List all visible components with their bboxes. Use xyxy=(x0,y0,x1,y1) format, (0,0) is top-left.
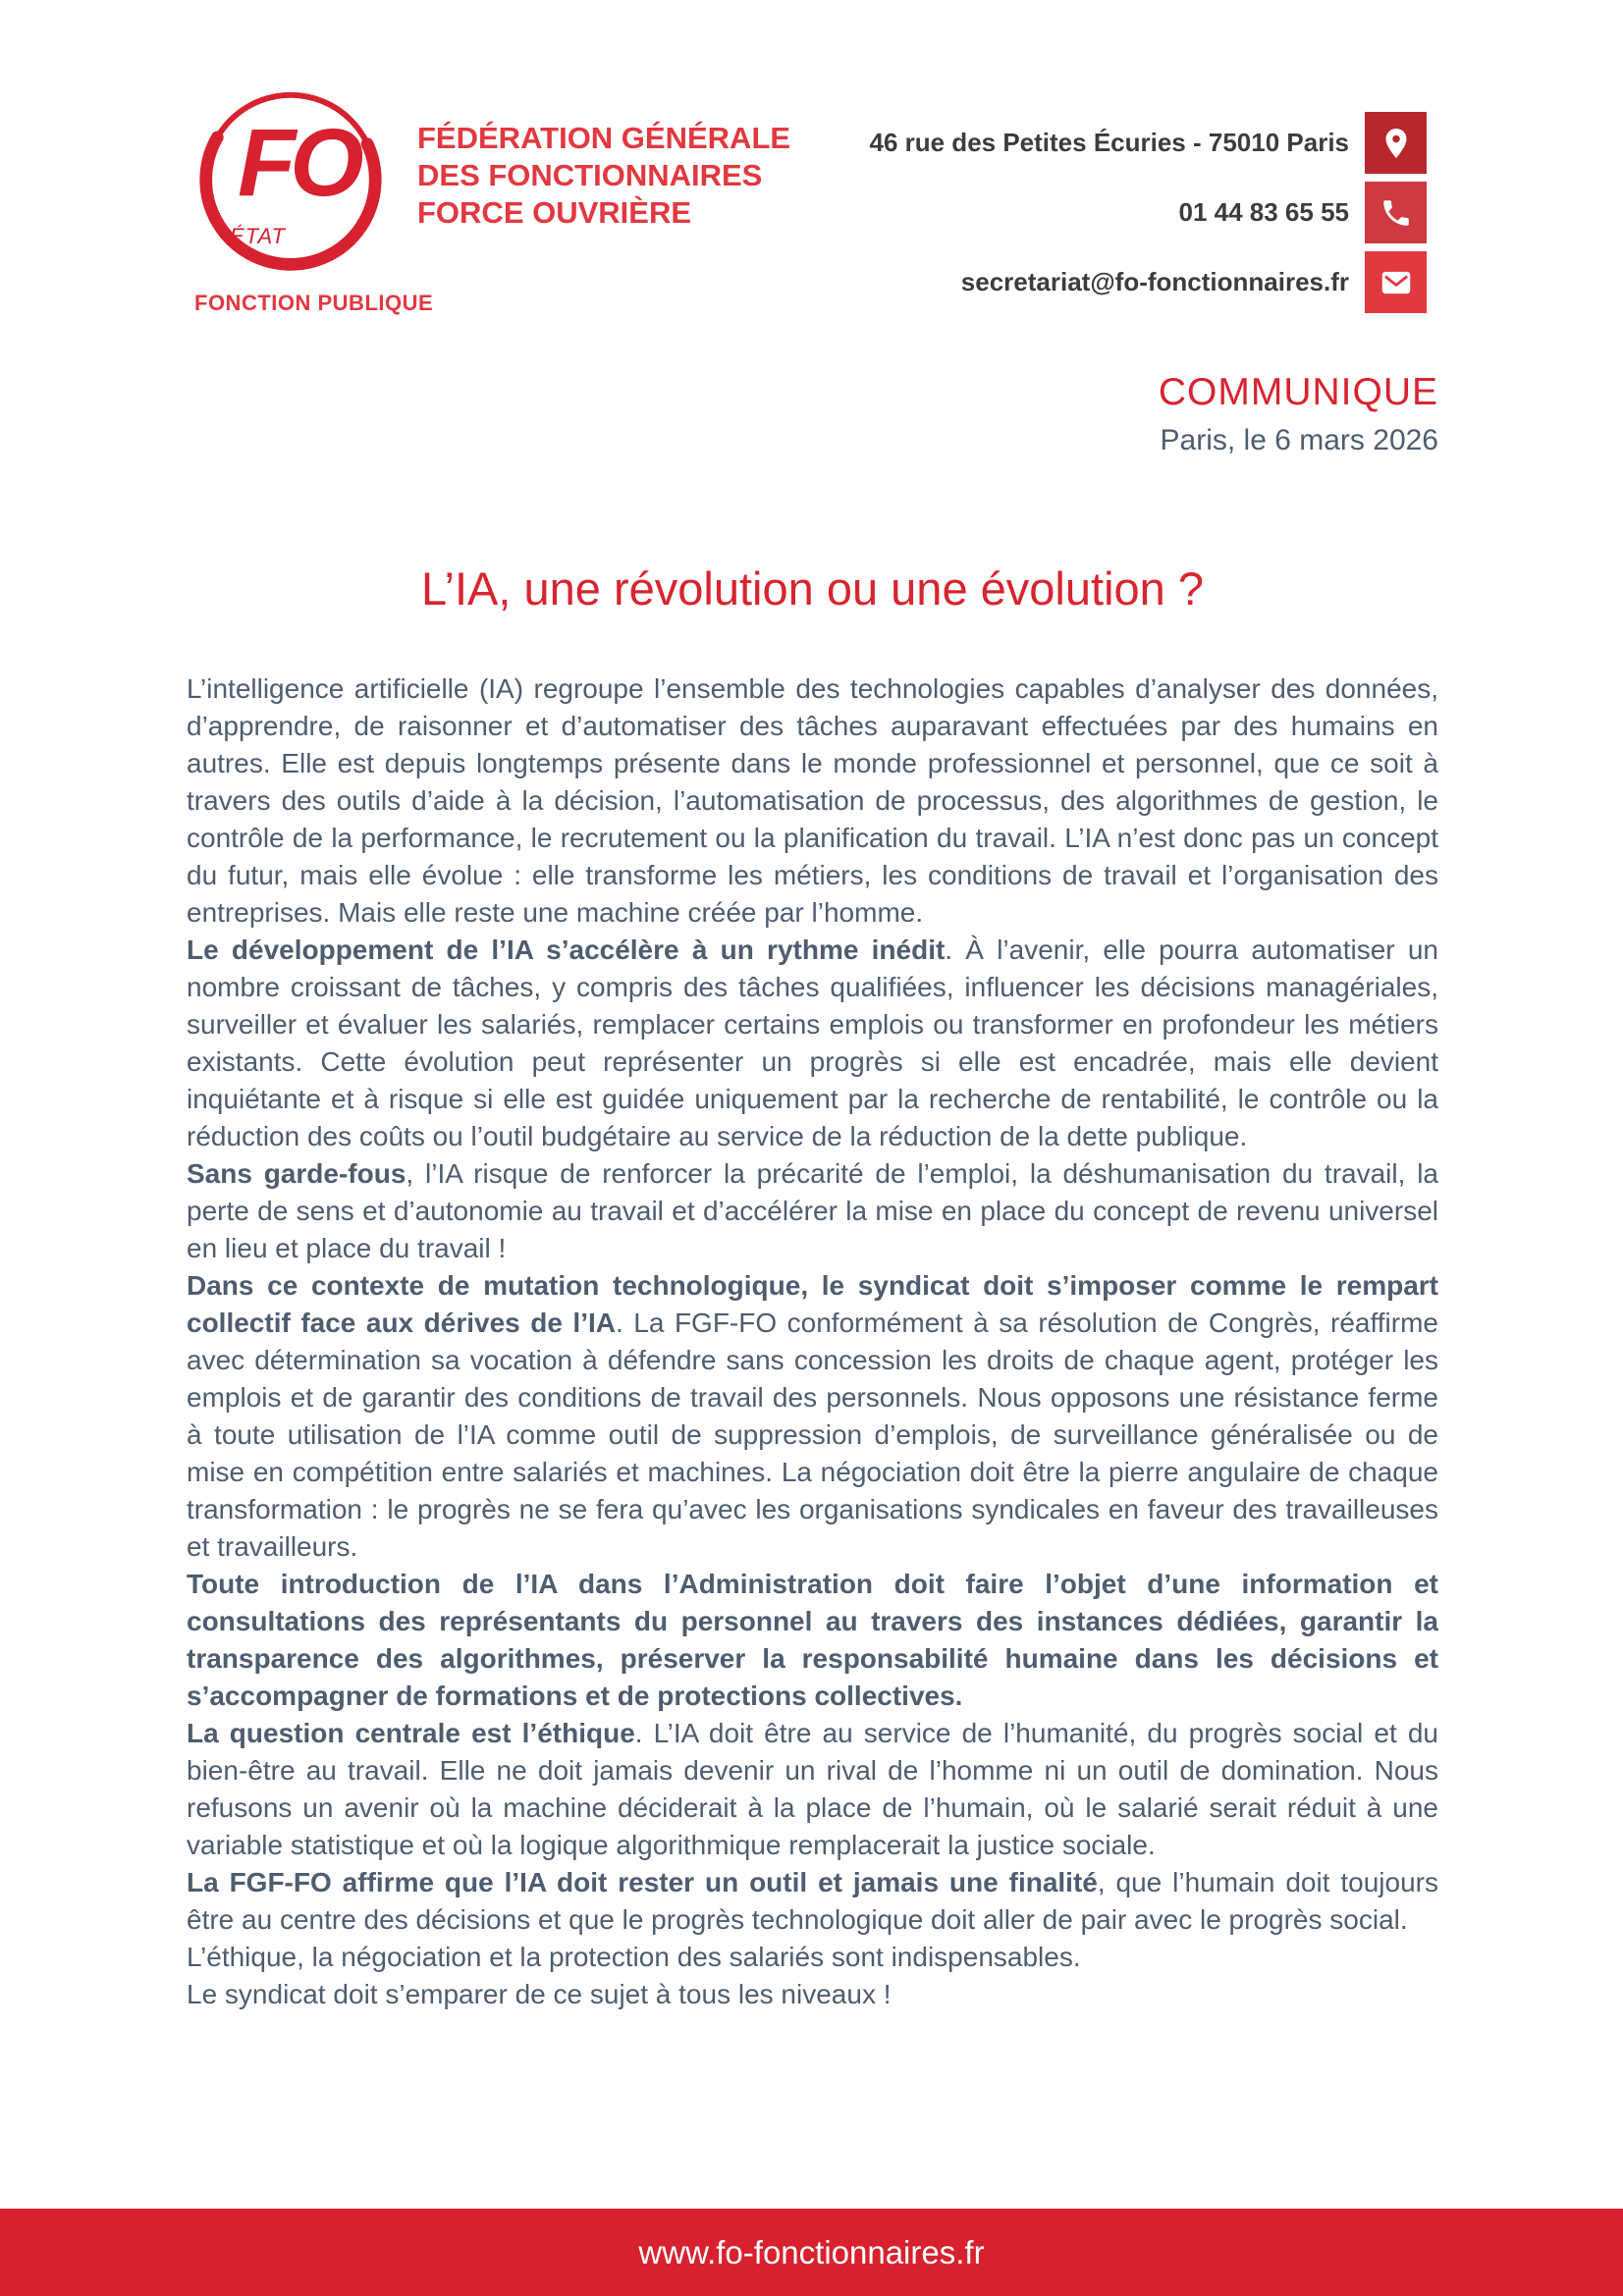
organization-name xyxy=(417,120,790,232)
paragraph xyxy=(187,1566,1438,1715)
logo-etat-text: ÉTAT xyxy=(230,224,286,248)
paragraph-lead: Dans ce contexte de mutation technologique, le syndicat doit s’imposer comme le rempart collectif face aux dérives de l’IA xyxy=(187,1270,1438,1338)
paragraph-lead: Toute introduction de l’IA dans l’Administration doit faire l’objet d’une information et consultations des représentants du personnel au travers des instances dédiées, garantir la transparence des algorithmes, préserver la responsabilité humaine dans les décisions et s’accompagner de formations et de protections collectives. xyxy=(187,1569,1438,1711)
fo-logo-circle xyxy=(194,86,387,279)
paragraph: L’intelligence artificielle (IA) regroupe l’ensemble des technologies capables d’analyser des données, d’apprendre, de raisonner et d’automatiser des tâches auparavant effectuées par des humains en autres. Elle est depuis longtemps présente dans le monde professionnel et personnel, que ce soit à travers des outils d’aide à la décision, l’automatisation de processus, des algorithmes de gestion, le contrôle de la performance, le recrutement ou la planification du travail. L’IA n’est donc pas un concept du futur, mais elle évolue : elle transforme les métiers, les conditions de travail et l’organisation des entreprises. Mais elle reste une machine créée par l’homme. xyxy=(187,673,1438,928)
fo-logo xyxy=(194,86,434,316)
brand-line-2: DES FONCTIONNAIRES xyxy=(417,158,763,192)
logo-fo-text: FO xyxy=(238,109,358,216)
dateline: Paris, le 6 mars 2026 xyxy=(1160,424,1438,456)
mail-icon xyxy=(1365,251,1427,313)
footer-bar xyxy=(0,2209,1623,2296)
document-kicker: COMMUNIQUE xyxy=(1158,371,1438,413)
phone-icon xyxy=(1365,182,1427,243)
paragraph: La FGF-FO affirme que l’IA doit rester un outil et jamais une finalité, que l’humain doit toujours être au centre des décisions et que le progrès technologique doit aller de pair avec le progrès social. xyxy=(187,1867,1438,1935)
brand-line-1: FÉDÉRATION GÉNÉRALE xyxy=(417,121,791,155)
brand-line-3: FORCE OUVRIÈRE xyxy=(417,195,692,230)
article-title: L’IA, une révolution ou une évolution ? xyxy=(421,562,1204,614)
logo-caption: FONCTION PUBLIQUE xyxy=(194,291,434,315)
paragraph: Sans garde-fous, l’IA risque de renforcer la précarité de l’emploi, la déshumanisation du travail, la perte de sens et d’autonomie au travail et d’accélérer la mise en place du concept de revenu universel en lieu et place du travail ! xyxy=(187,1158,1438,1263)
location-pin-icon xyxy=(1365,112,1427,174)
paragraph: Le syndicat doit s’emparer de ce sujet à tous les niveaux ! xyxy=(187,1979,892,2009)
paragraph-lead: Le développement de l’IA s’accélère à un rythme inédit xyxy=(187,934,946,965)
phone-text: 01 44 83 65 55 xyxy=(1178,197,1349,227)
contact-block xyxy=(869,112,1427,313)
contact-address-row xyxy=(869,112,1427,174)
paragraph: Dans ce contexte de mutation technologique, le syndicat doit s’imposer comme le rempart collectif face aux dérives de l’IA. La FGF-FO conformément à sa résolution de Congrès, réaffirme avec détermination sa vocation à défendre sans concession les droits de chaque agent, protéger les emplois et de garantir des conditions de travail des personnels. Nous opposons une résistance ferme à toute utilisation de l’IA comme outil de suppression d’emplois, de surveillance généralisée ou de mise en compétition entre salariés et machines. La négociation doit être la pierre angulaire de chaque transformation : le progrès ne se fera qu’avec les organisations syndicales en faveur des travailleuses et travailleurs. xyxy=(187,1270,1438,1562)
paragraph-lead: La question centrale est l’éthique xyxy=(187,1718,635,1748)
article-body xyxy=(187,670,1438,2013)
paragraph-lead: La FGF-FO affirme que l’IA doit rester un outil et jamais une finalité xyxy=(187,1867,1098,1897)
paragraph: L’éthique, la négociation et la protection des salariés sont indispensables. xyxy=(187,1942,1081,1972)
paragraph: Le développement de l’IA s’accélère à un rythme inédit. À l’avenir, elle pourra automatiser un nombre croissant de tâches, y compris des tâches qualifiées, influencer les décisions managériales, surveiller et évaluer les salariés, remplacer certains emplois ou transformer en profondeur les métiers existants. Cette évolution peut représenter un progrès si elle est encadrée, mais elle devient inquiétante et à risque si elle est guidée uniquement par la recherche de rentabilité, le contrôle ou la réduction des coûts ou l’outil budgétaire au service de la réduction de la dette publique. xyxy=(187,934,1438,1151)
address-text: 46 rue des Petites Écuries - 75010 Paris xyxy=(869,128,1349,157)
email-text: secretariat@fo-fonctionnaires.fr xyxy=(960,267,1349,296)
paragraph-lead: Sans garde-fous xyxy=(187,1158,406,1189)
paragraph: La question centrale est l’éthique. L’IA doit être au service de l’humanité, du progrès social et du bien-être au travail. Elle ne doit jamais devenir un rival de l’homme ni un outil de domination. Nous refusons un avenir où la machine déciderait à la place de l’humain, où le salarié serait réduit à une variable statistique et où la logique algorithmique remplacerait la justice sociale. xyxy=(187,1718,1438,1860)
contact-email-row xyxy=(869,251,1427,313)
contact-phone-row xyxy=(869,182,1427,243)
website-url: www.fo-fonctionnaires.fr xyxy=(638,2233,985,2270)
